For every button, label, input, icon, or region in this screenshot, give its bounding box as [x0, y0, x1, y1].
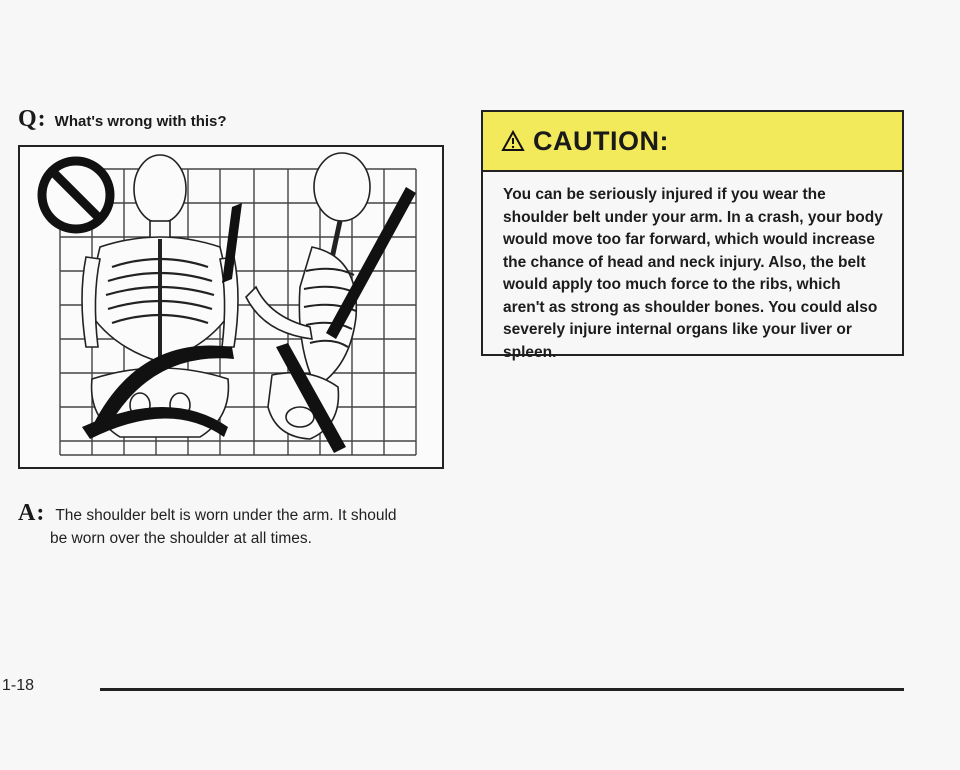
- answer: [18, 500, 448, 550]
- footer-rule: [100, 688, 904, 691]
- caution-title: CAUTION:: [533, 125, 669, 156]
- caution-header: [483, 112, 902, 172]
- caution-text: You can be seriously injured if you wear the shoulder belt under your arm. In a crash, your body would move too far forward, which would increase the chance of head and neck injury. Also, the belt would apply too much force to the ribs, which aren't as strong as shoulder bones. You could also severely injure internal organs like your liver or spleen.: [503, 186, 883, 361]
- caution-box: [481, 110, 904, 361]
- answer-line-2: be worn over the shoulder at all times.: [50, 530, 312, 547]
- question-text: What's wrong with this?: [54, 113, 227, 130]
- warning-triangle-icon: [501, 130, 525, 152]
- question: [18, 106, 227, 133]
- answer-letter: A:: [18, 500, 46, 526]
- no-symbol-icon: [42, 161, 110, 229]
- page-number: 1-18: [2, 677, 35, 694]
- skeleton-drawing: [20, 147, 442, 467]
- seatbelt-illustration: [18, 145, 444, 469]
- answer-line-1: The shoulder belt is worn under the arm. It should: [55, 507, 397, 524]
- question-letter: Q:: [18, 106, 47, 132]
